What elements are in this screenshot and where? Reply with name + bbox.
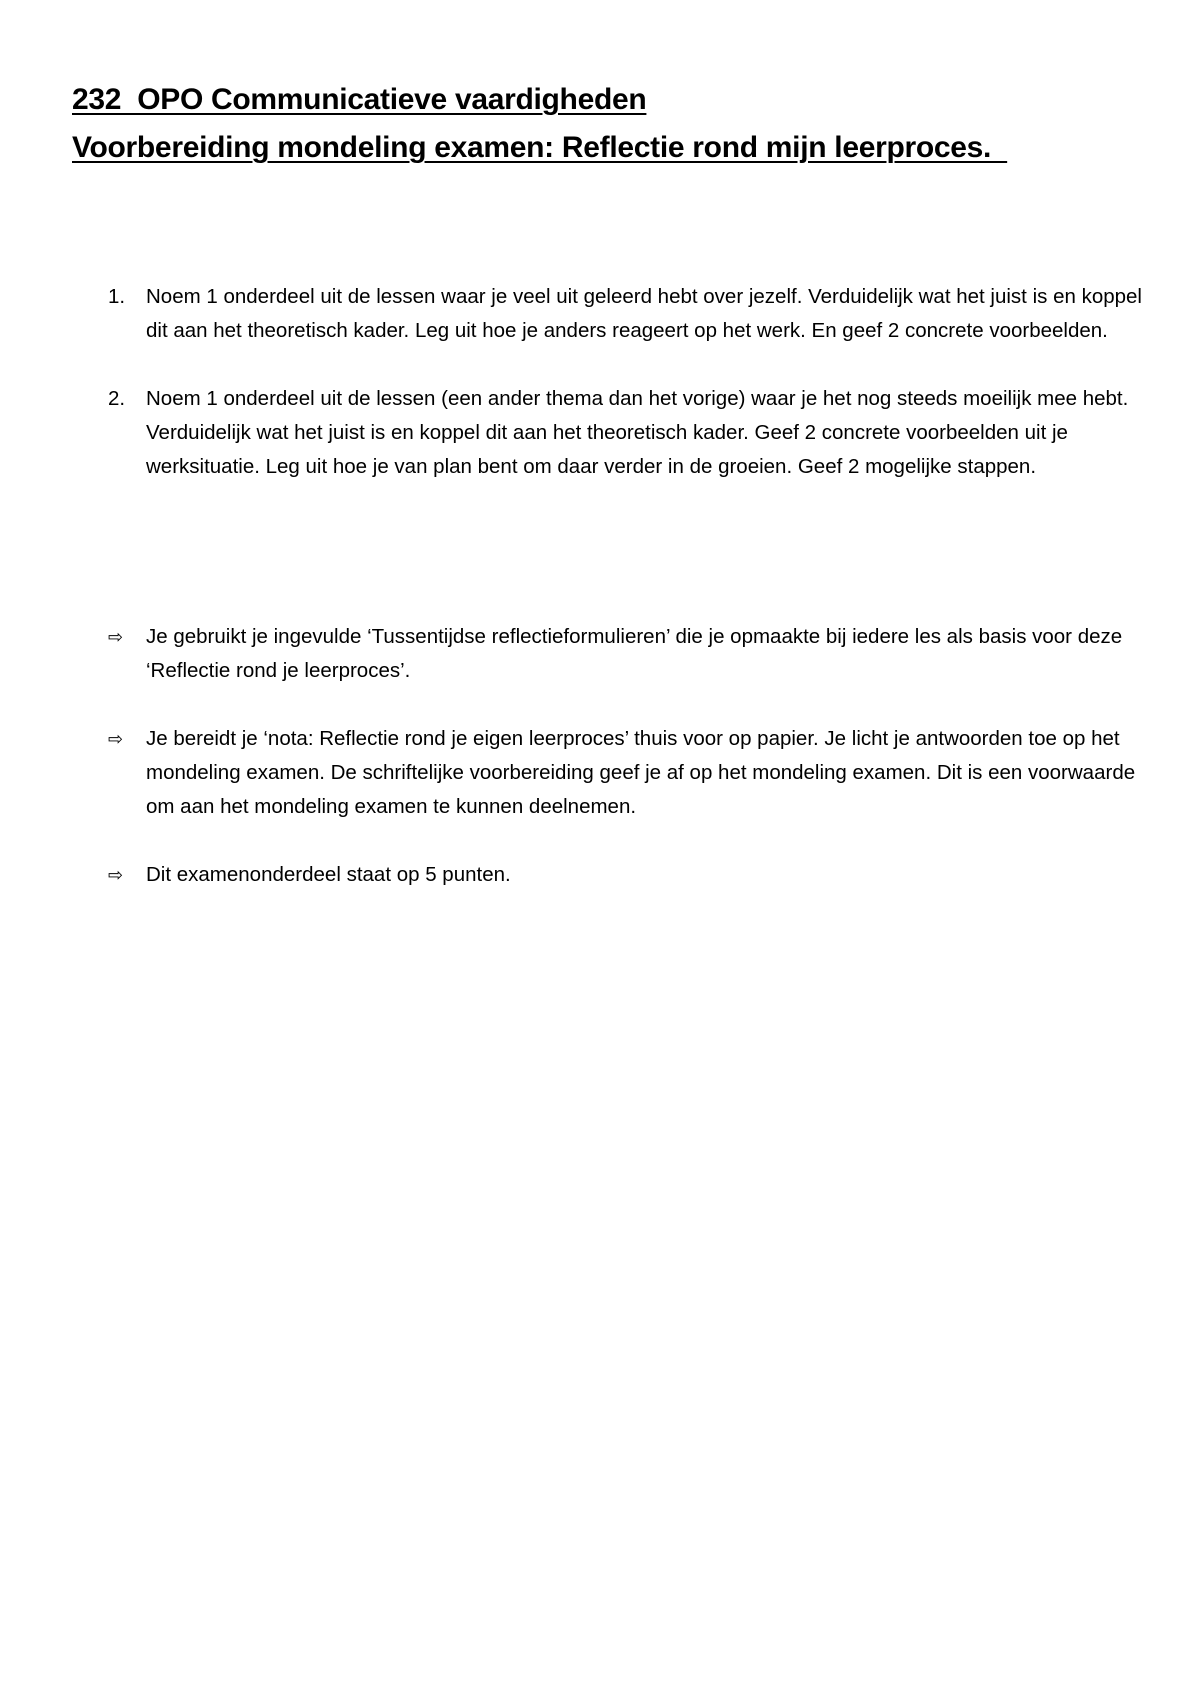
question-text: Noem 1 onderdeel uit de lessen (een ander thema dan het vorige) waar je het nog steeds moeilijk mee hebt. Verduidelijk wat het juist is en koppel dit aan het theoretisch kader. Geef 2 concrete voorbeelden uit je werksituatie. Leg uit hoe je van plan bent om daar verder in de groeien. Geef 2 mogelijke stappen.	[146, 387, 1129, 478]
question-number: 1.	[108, 285, 126, 308]
arrow-right-icon: ⇨	[108, 627, 124, 647]
note-item-1	[108, 620, 1143, 688]
question-item-2	[108, 382, 1143, 484]
note-text: Je bereidt je ‘nota: Reflectie rond je eigen leerproces’ thuis voor op papier. Je licht je antwoorden toe op het mondeling examen. De schriftelijke voorbereiding geef je af op het mondeling examen. Dit is een voorwaarde om aan het mondeling examen te kunnen deelnemen.	[146, 727, 1136, 818]
exam-title: Voorbereiding mondeling examen: Reflectie rond mijn leerproces.	[72, 131, 1008, 164]
question-text: Noem 1 onderdeel uit de lessen waar je veel uit geleerd hebt over jezelf. Verduidelijk wat het juist is en koppel dit aan het theoretisch kader. Leg uit hoe je anders reageert op het werk. En geef 2 concrete voorbeelden.	[146, 285, 1142, 342]
note-item-2	[108, 722, 1143, 824]
note-item-3	[108, 858, 1143, 892]
question-list	[108, 280, 1143, 518]
course-title: 232 OPO Communicatieve vaardigheden	[72, 83, 647, 116]
note-text: Dit examenonderdeel staat op 5 punten.	[146, 863, 511, 886]
arrow-right-icon: ⇨	[108, 865, 124, 885]
question-item-1	[108, 280, 1143, 348]
question-number: 2.	[108, 387, 126, 410]
notes-list	[108, 620, 1143, 926]
document-title-block	[72, 76, 1142, 172]
arrow-right-icon: ⇨	[108, 729, 124, 749]
note-text: Je gebruikt je ingevulde ‘Tussentijdse reflectieformulieren’ die je opmaakte bij iedere les als basis voor deze ‘Reflectie rond je leerproces’.	[146, 625, 1123, 682]
